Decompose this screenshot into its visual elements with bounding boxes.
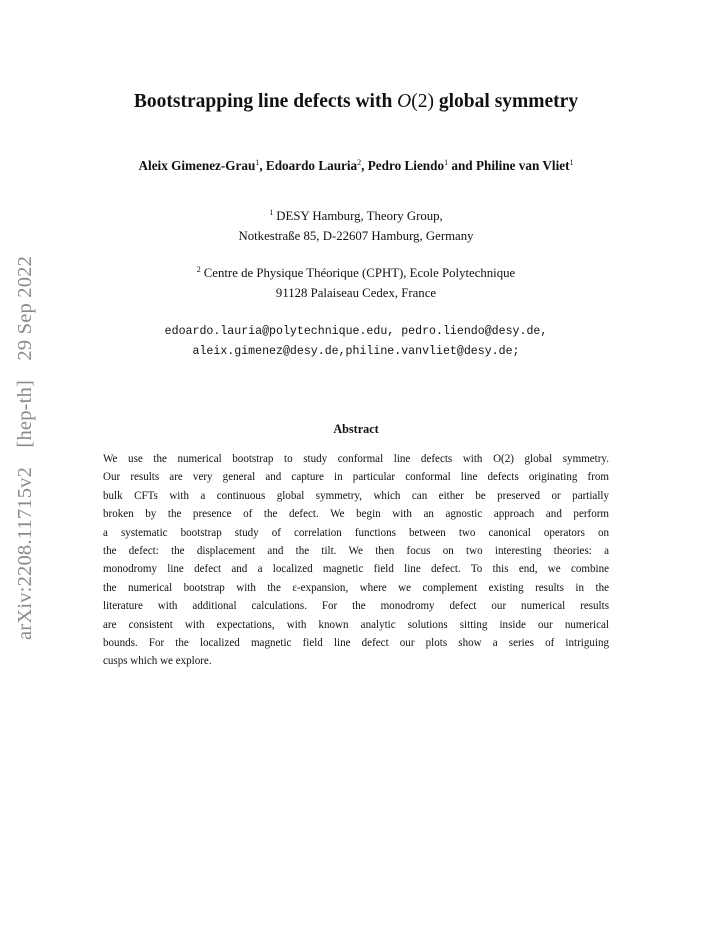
author-affiliation-mark: 1 [444,158,449,167]
author-separator: , [361,158,368,173]
author-name: Pedro Liendo [367,158,445,173]
abstract-line: the defect: the displacement and the tilt. We then focus on two interesting theories: a [103,545,609,558]
author-separator: and [448,158,476,173]
email-list [0,322,712,362]
affiliation-number: 1 [269,208,274,217]
affiliation-number: 2 [196,265,201,274]
author-list [0,158,712,174]
title-text-pre: Bootstrapping line defects with [133,91,398,112]
title-math-symbol: O(2) [397,91,435,112]
affiliation-2 [0,264,712,303]
affiliation-line: Centre de Physique Théorique (CPHT), Ecole Polytechnique [203,266,516,280]
abstract-line: bulk CFTs with a continuous global symmetry, which can either be preserved or partially [103,489,609,502]
abstract-body [103,450,609,671]
author-name: Edoardo Lauria [265,158,358,173]
abstract-line: a systematic bootstrap study of correlation functions between two canonical operators on [103,526,609,539]
abstract-line: literature with additional calculations. For the monodromy defect our numerical results [103,600,609,613]
author-separator: , [259,158,266,173]
arxiv-id: arXiv:2208.11715v2 [14,466,36,640]
affiliation-address: Notkestraße 85, D-22607 Hamburg, Germany [238,228,474,243]
author-name: Philine van Vliet [475,158,570,173]
email-line: edoardo.lauria@polytechnique.edu, pedro.liendo@desy.de, [164,325,548,338]
abstract-line: the numerical bootstrap with the ε-expansion, where we complement existing results in the [103,581,609,594]
abstract-line: broken by the presence of the defect. We begin with an agnostic approach and perform [103,508,609,521]
abstract-line: monodromy line defect and a localized magnetic field line defect. To this end, we combine [103,563,609,576]
affiliation-line: DESY Hamburg, Theory Group, [276,209,443,223]
abstract-line: cusps which we explore. [103,655,212,668]
arxiv-date: 29 Sep 2022 [14,255,36,361]
author-affiliation-mark: 2 [357,158,362,167]
affiliation-address: 91128 Palaiseau Cedex, France [275,285,437,300]
paper-title [0,91,712,113]
affiliation-1 [0,207,712,246]
abstract-line: bounds. For the localized magnetic field line defect our plots show a series of intriguing [103,637,609,650]
title-text-post: global symmetry [434,91,579,112]
arxiv-category: [hep-th] [14,379,36,448]
author-name: Aleix Gimenez-Grau [138,158,256,173]
abstract-heading: Abstract [333,422,379,436]
abstract-line: We use the numerical bootstrap to study conformal line defects with O(2) global symmetry. [103,453,609,465]
email-line: aleix.gimenez@desy.de,philine.vanvliet@desy.de; [192,345,520,358]
author-affiliation-mark: 1 [569,158,574,167]
author-affiliation-mark: 1 [255,158,260,167]
abstract-line: are consistent with expectations, with known analytic solutions sitting inside our numerical [103,618,609,631]
abstract-line: Our results are very general and capture in particular conformal line defects originating from [103,471,609,484]
